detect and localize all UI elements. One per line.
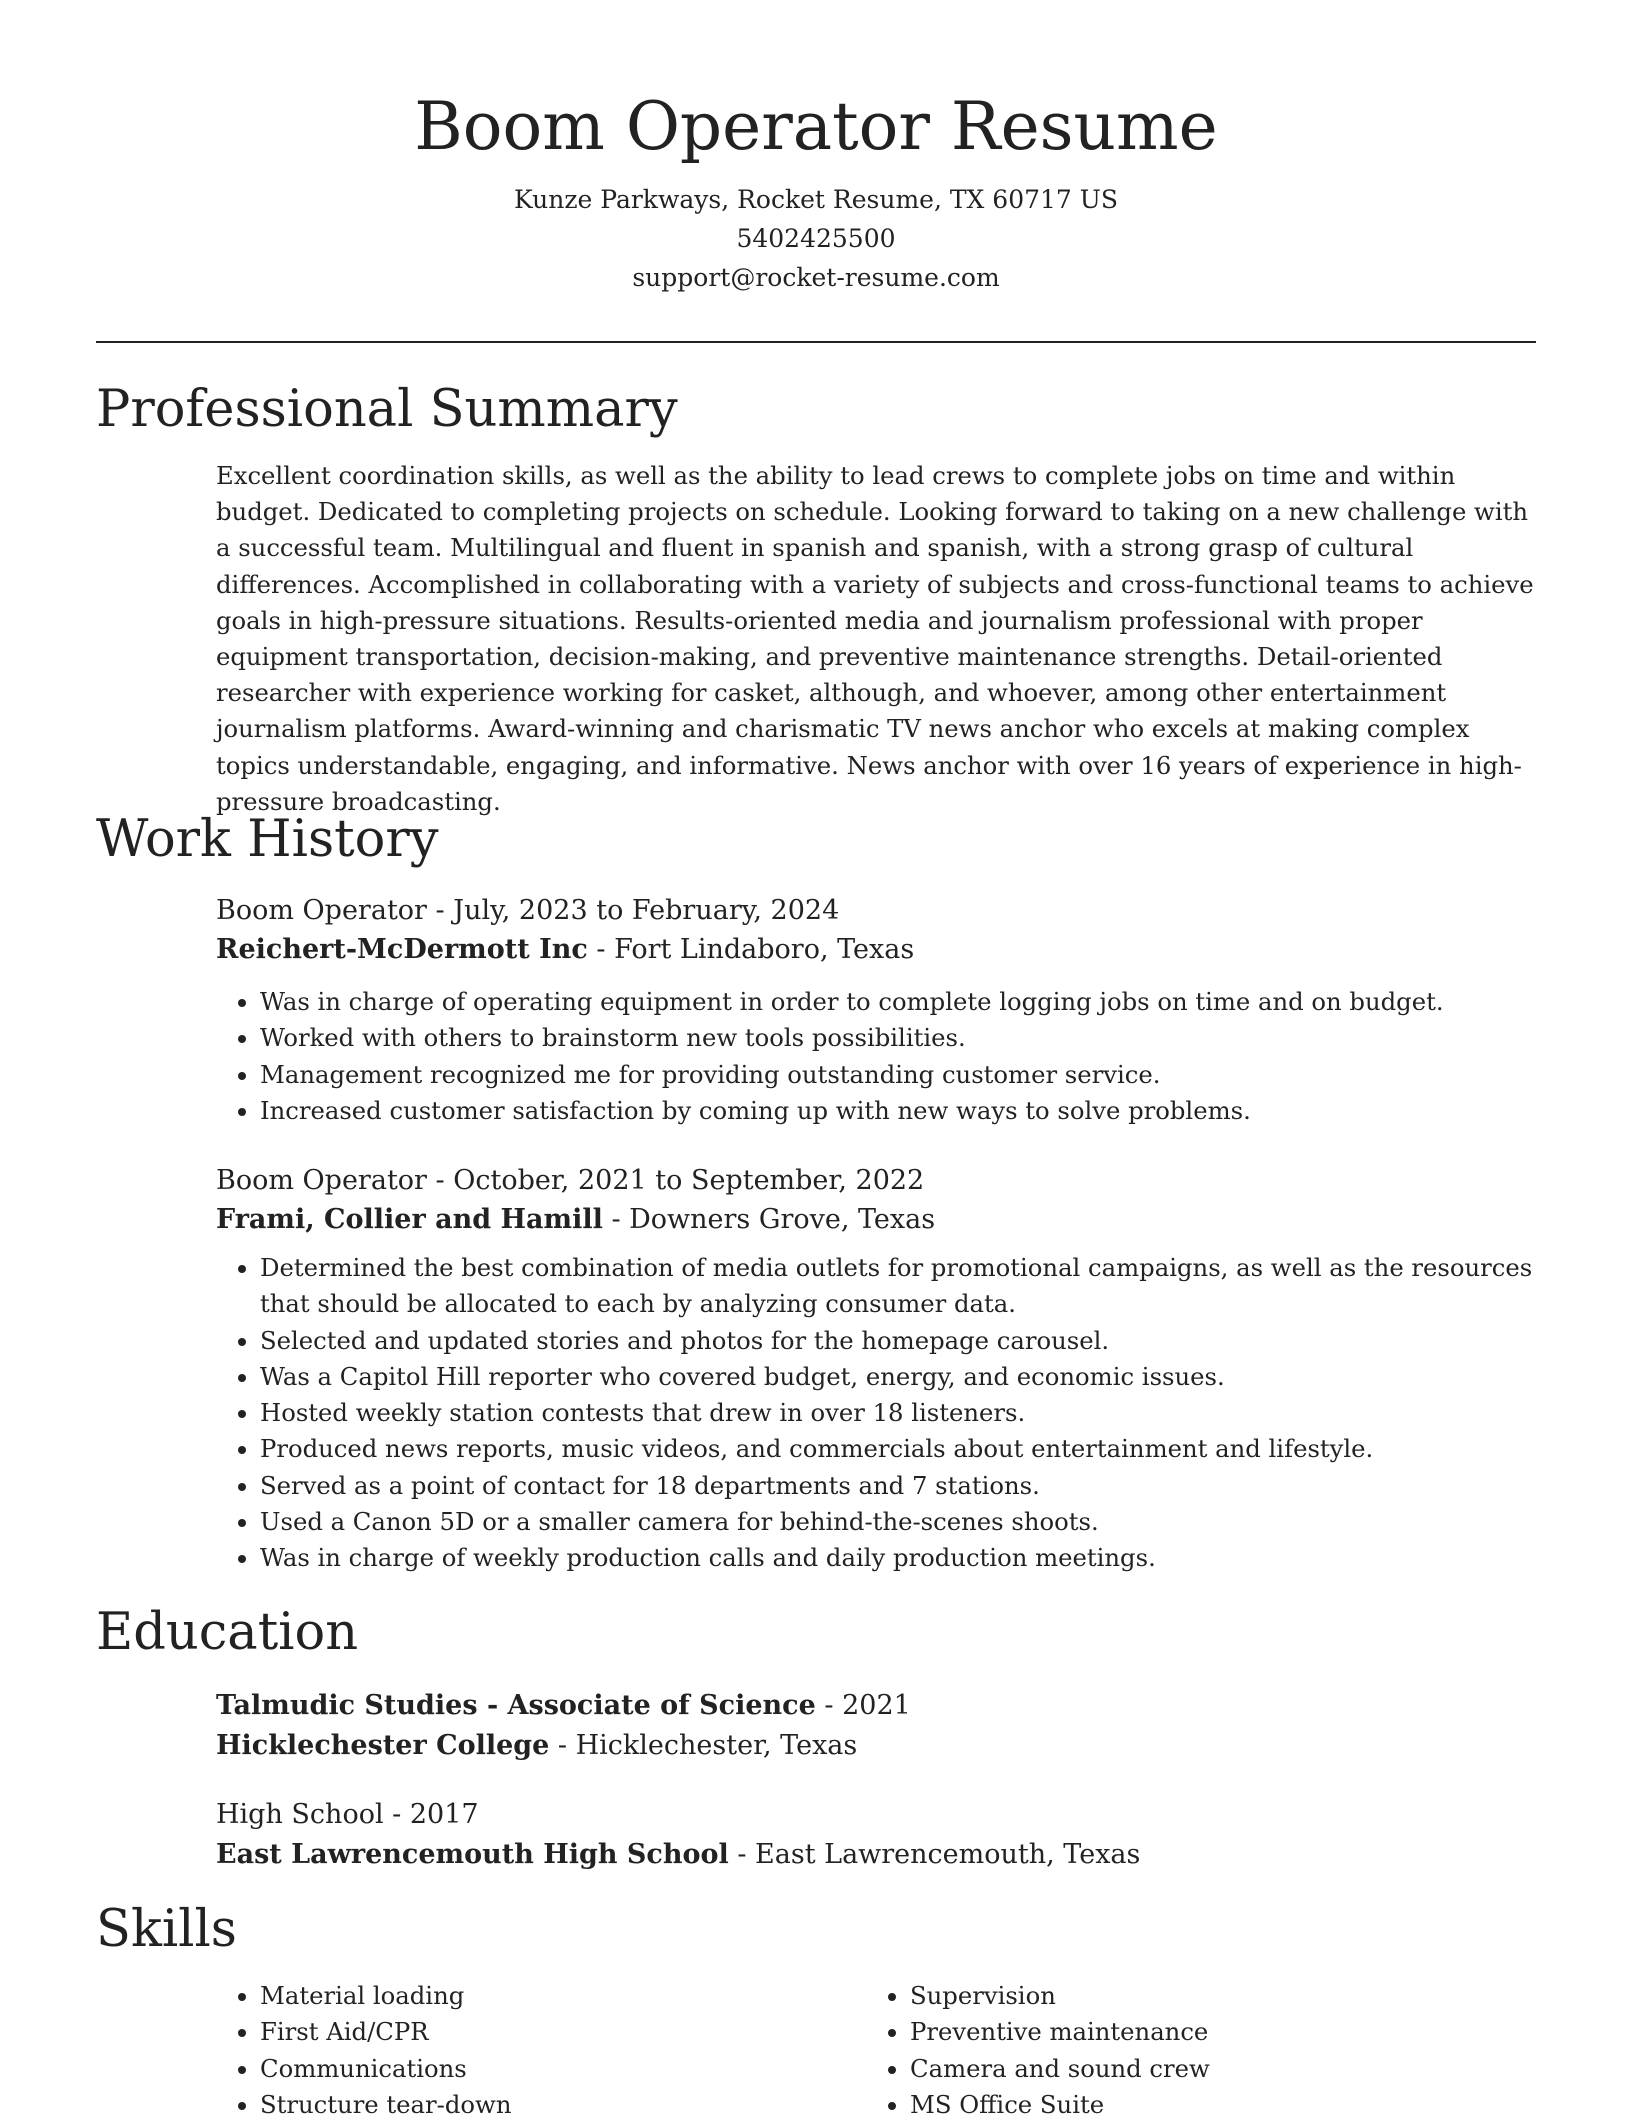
contact-phone: 5402425500 (736, 224, 896, 253)
education-school-line (216, 1835, 1536, 1875)
list-item: • Used a Canon 5D or a smaller camera for behind-the-scenes shoots. (260, 1504, 1536, 1540)
education-school-line (216, 1726, 1536, 1766)
education-degree-line (216, 1686, 1536, 1726)
job-bullets (216, 984, 1536, 1129)
education-year: - 2017 (383, 1799, 479, 1830)
list-item: • Served as a point of contact for 18 departments and 7 stations. (260, 1468, 1536, 1504)
section-heading-summary: Professional Summary (96, 380, 678, 439)
education-school: East Lawrencemouth High School (216, 1839, 729, 1870)
list-item: • Camera and sound crew (910, 2051, 1466, 2087)
list-item: • Worked with others to brainstorm new tools possibilities. (260, 1020, 1536, 1056)
job-location: - Downers Grove, Texas (602, 1204, 936, 1235)
page-title: Boom Operator Resume (414, 88, 1218, 165)
list-item: • Hosted weekly station contests that drew in over 18 listeners. (260, 1395, 1536, 1431)
contact-info (96, 180, 1536, 297)
header-divider (96, 341, 1536, 343)
contact-address: Kunze Parkways, Rocket Resume, TX 60717 US (514, 185, 1118, 214)
list-item: • Was in charge of weekly production calls and daily production meetings. (260, 1540, 1536, 1576)
list-item: • MS Office Suite (910, 2087, 1466, 2123)
job-company-line (216, 930, 1536, 970)
list-item: • Management recognized me for providing outstanding customer service. (260, 1057, 1536, 1093)
job-role: Boom Operator (216, 895, 427, 926)
resume-header (96, 84, 1536, 297)
job-role: Boom Operator (216, 1165, 427, 1196)
list-item: • Determined the best combination of media outlets for promotional campaigns, as well as the resources that should be allocated to each by analyzing consumer data. (260, 1250, 1536, 1323)
list-item: • Increased customer satisfaction by coming up with new ways to solve problems. (260, 1093, 1536, 1129)
contact-email: support@rocket-resume.com (632, 263, 1000, 292)
education-location: - East Lawrencemouth, Texas (728, 1839, 1141, 1870)
skills-column-left (216, 1978, 816, 2123)
list-item: • Produced news reports, music videos, and commercials about entertainment and lifestyle. (260, 1431, 1536, 1467)
skills-column-right (866, 1978, 1466, 2123)
job-location: - Fort Lindaboro, Texas (587, 934, 915, 965)
education-school: Hicklechester College (216, 1730, 550, 1761)
education-year: - 2021 (815, 1690, 911, 1721)
section-heading-education: Education (96, 1603, 359, 1662)
list-item: • Material loading (260, 1978, 816, 2014)
education-degree: High School (216, 1799, 384, 1830)
list-item: • First Aid/CPR (260, 2014, 816, 2050)
list-item: • Was a Capitol Hill reporter who covered budget, energy, and economic issues. (260, 1359, 1536, 1395)
education-entry (216, 1795, 1536, 1875)
list-item: • Communications (260, 2051, 816, 2087)
job-bullets (216, 1250, 1536, 1577)
list-item: • Preventive maintenance (910, 2014, 1466, 2050)
job-company: Frami, Collier and Hamill (216, 1204, 603, 1235)
list-item: • Supervision (910, 1978, 1466, 2014)
job-dates: - October, 2021 to September, 2022 (426, 1165, 925, 1196)
job-dates: - July, 2023 to February, 2024 (426, 895, 840, 926)
summary-block (216, 458, 1536, 820)
job-entry (216, 1162, 1536, 1577)
list-item: • Structure tear-down (260, 2087, 816, 2123)
job-company: Reichert-McDermott Inc (216, 934, 588, 965)
education-location: - Hicklechester, Texas (549, 1730, 858, 1761)
job-title-line (216, 892, 1536, 930)
section-heading-work: Work History (96, 810, 439, 869)
education-entry (216, 1686, 1536, 1766)
section-heading-skills: Skills (96, 1900, 237, 1959)
list-item: • Selected and updated stories and photos for the homepage carousel. (260, 1323, 1536, 1359)
list-item: • Was in charge of operating equipment in order to complete logging jobs on time and on budget. (260, 984, 1536, 1020)
job-title-line (216, 1162, 1536, 1200)
education-degree-line (216, 1795, 1536, 1835)
summary-text: Excellent coordination skills, as well as the ability to lead crews to complete jobs on time and within budget. Dedicated to completing projects on schedule. Looking forward to taking on a new challenge with a successful team. Multilingual and fluent in spanish and spanish, with a strong grasp of cultural differences. Accomplished in collaborating with a variety of subjects and cross-functional teams to achieve goals in high-pressure situations. Results-oriented media and journalism professional with proper equipment transportation, decision-making, and preventive maintenance strengths. Detail-oriented researcher with experience working for casket, although, and whoever, among other entertainment journalism platforms. Award-winning and charismatic TV news anchor who excels at making complex topics understandable, engaging, and informative. News anchor with over 16 years of experience in high-pressure broadcasting. (216, 461, 1534, 816)
job-company-line (216, 1200, 1536, 1240)
job-entry (216, 892, 1536, 1129)
education-degree: Talmudic Studies - Associate of Science (216, 1690, 816, 1721)
